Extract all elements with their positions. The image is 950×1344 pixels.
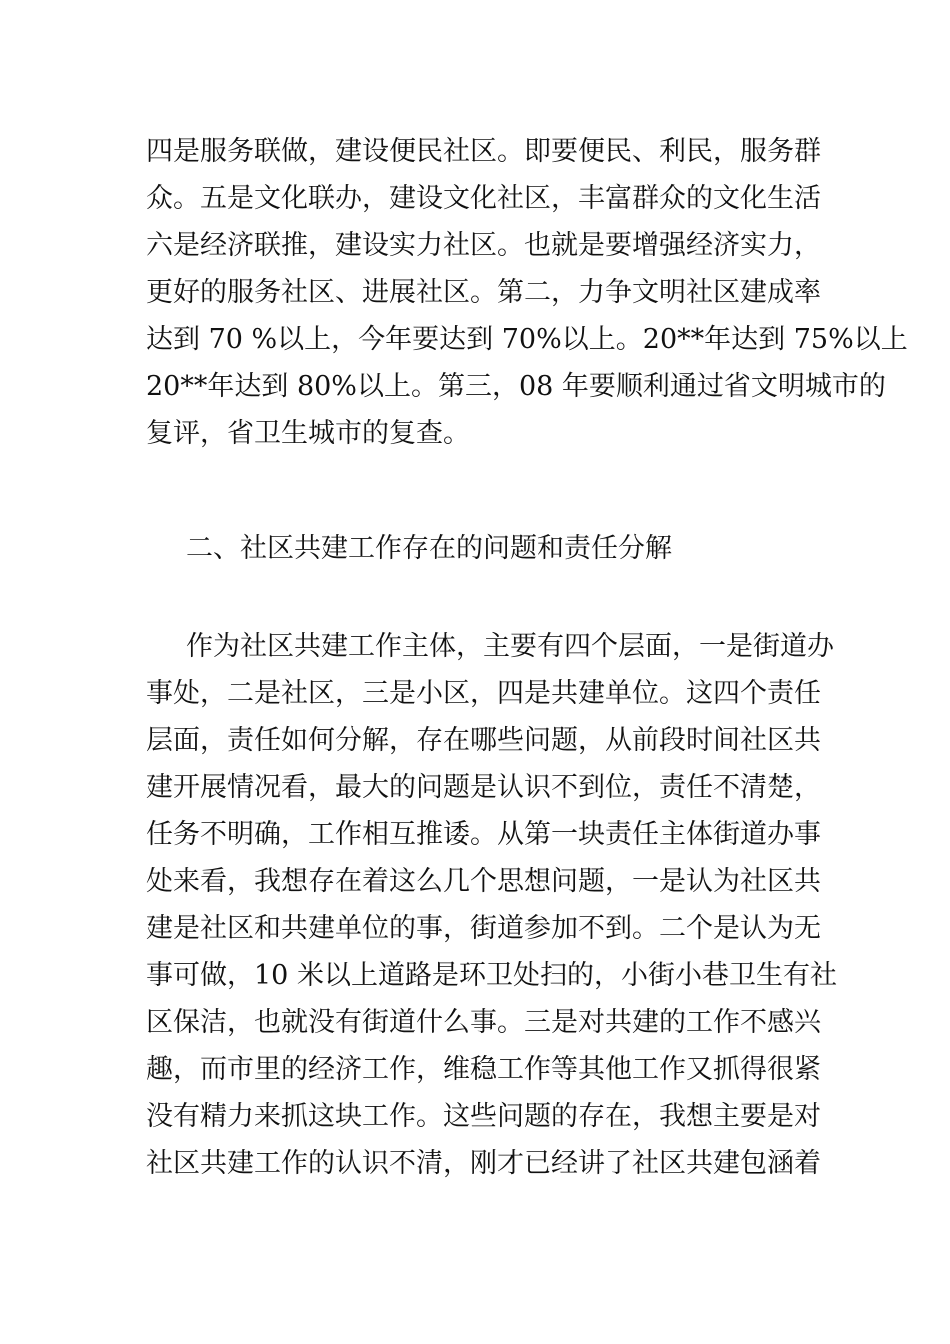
text-line: 事处，二是社区，三是小区，四是共建单位。这四个责任 xyxy=(146,678,821,709)
text-line: 事可做，10 米以上道路是环卫处扫的，小街小巷卫生有社 xyxy=(146,960,837,991)
text-line: 区保洁，也就没有街道什么事。三是对共建的工作不感兴 xyxy=(146,1007,821,1038)
text-line: 四是服务联做，建设便民社区。即要便民、利民，服务群 xyxy=(146,136,821,167)
text-line: 建是社区和共建单位的事，街道参加不到。二个是认为无 xyxy=(146,913,821,944)
text-line: 复评，省卫生城市的复查。 xyxy=(146,418,470,449)
section-heading: 二、社区共建工作存在的问题和责任分解 xyxy=(186,533,672,564)
text-line: 更好的服务社区、进展社区。第二，力争文明社区建成率 xyxy=(146,277,821,308)
text-line: 建开展情况看，最大的问题是认识不到位，责任不清楚， xyxy=(146,772,821,803)
text-line: 作为社区共建工作主体，主要有四个层面，一是街道办 xyxy=(186,631,834,662)
text-line: 达到 70 %以上，今年要达到 70%以上。20**年达到 75%以上 xyxy=(146,324,908,355)
text-line: 社区共建工作的认识不清，刚才已经讲了社区共建包涵着 xyxy=(146,1148,821,1179)
text-line: 层面，责任如何分解，存在哪些问题，从前段时间社区共 xyxy=(146,725,821,756)
text-line: 任务不明确，工作相互推诿。从第一块责任主体街道办事 xyxy=(146,819,821,850)
text-line: 众。五是文化联办，建设文化社区，丰富群众的文化生活 xyxy=(146,183,821,214)
text-line: 趣，而市里的经济工作，维稳工作等其他工作又抓得很紧 xyxy=(146,1054,821,1085)
text-line: 没有精力来抓这块工作。这些问题的存在，我想主要是对 xyxy=(146,1101,821,1132)
text-line: 处来看，我想存在着这么几个思想问题，一是认为社区共 xyxy=(146,866,821,897)
text-line: 20**年达到 80%以上。第三，08 年要顺利通过省文明城市的 xyxy=(146,371,886,402)
text-line: 六是经济联推，建设实力社区。也就是要增强经济实力， xyxy=(146,230,821,261)
